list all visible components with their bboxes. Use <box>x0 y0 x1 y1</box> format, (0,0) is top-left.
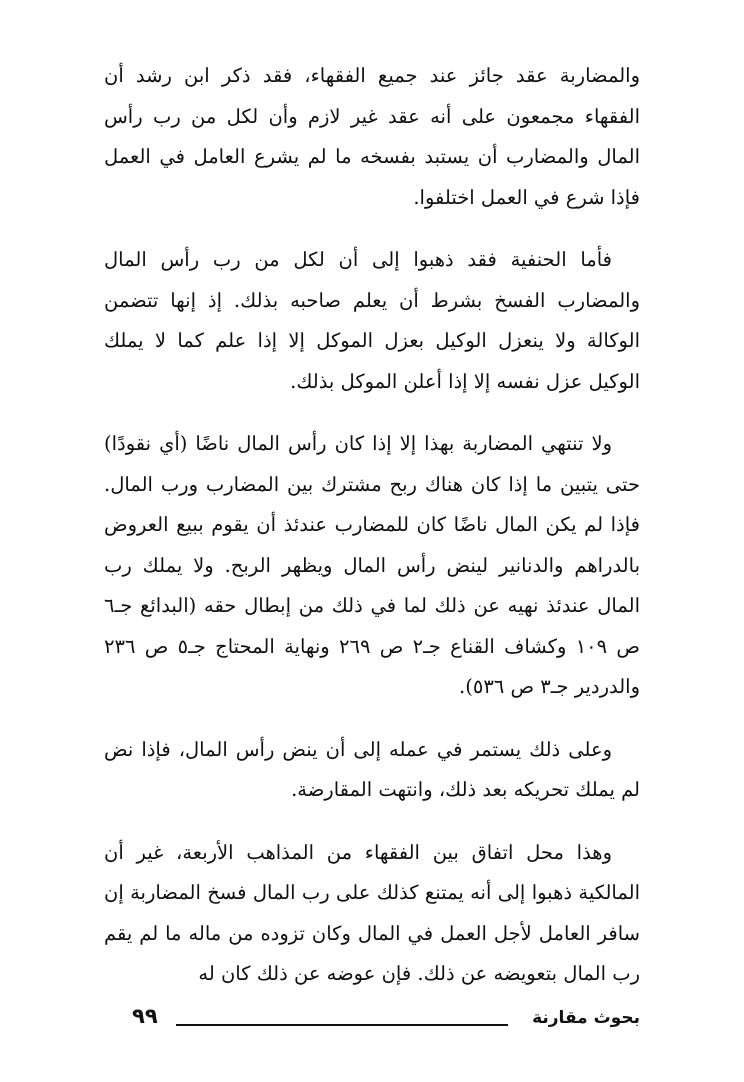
paragraph-1: والمضاربة عقد جائز عند جميع الفقهاء، فقد ذكر ابن رشد أن الفقهاء مجمعون على أنه عقد غير لازم وأن لكل من رب رأس المال والمضارب أن يستبد بفسخه ما لم يشرع العامل في العمل فإذا شرع في العمل اختلفوا. <box>104 64 640 209</box>
paragraph-5: وهذا محل اتفاق بين الفقهاء من المذاهب الأربعة، غير أن المالكية ذهبوا إلى أنه يمتنع كذلك على رب المال فسخ المضاربة إن سافر العامل لأجل العمل في المال وكان تزوده من ماله ما لم يقم رب المال بتعويضه عن ذلك. فإن عوضه عن ذلك كان له <box>104 840 640 985</box>
running-title: بحوث مقارنة <box>532 1008 640 1028</box>
footer-divider <box>176 1024 508 1026</box>
paragraph-4: وعلى ذلك يستمر في عمله إلى أن ينض رأس المال، فإذا نض لم يملك تحريكه بعد ذلك، وانتهت المقارضة. <box>104 737 640 801</box>
paragraph-2: فأما الحنفية فقد ذهبوا إلى أن لكل من رب رأس المال والمضارب الفسخ بشرط أن يعلم صاحبه بذلك. إذ إنها تتضمن الوكالة ولا ينعزل الوكيل بعزل الموكل إلا إذا علم كما لا يملك الوكيل عزل نفسه إلا إذا أعلن الموكل بذلك. <box>104 248 640 393</box>
paragraph-3: ولا تنتهي المضاربة بهذا إلا إذا كان رأس المال ناضًا (أي نقودًا) حتى يتبين ما إذا كان هناك ربح مشترك بين المضارب ورب المال. فإذا لم يكن المال ناضًا كان للمضارب عندئذ أن يقوم ببيع العروض بالدراهم والدنانير لينض رأس المال ويظهر الربح. ولا يملك رب المال عندئذ نهيه عن ذلك لما في ذلك من إبطال حقه (البدائع جـ٦ ص ١٠٩ وكشاف القناع جـ٢ ص ٢٦٩ ونهاية المحتاج جـ٥ ص ٢٣٦ والدردير جـ٣ ص ٥٣٦). <box>104 432 640 698</box>
page-number: ٩٩ <box>132 1004 158 1028</box>
body-text <box>104 56 640 1017</box>
page-footer <box>104 1004 640 1044</box>
